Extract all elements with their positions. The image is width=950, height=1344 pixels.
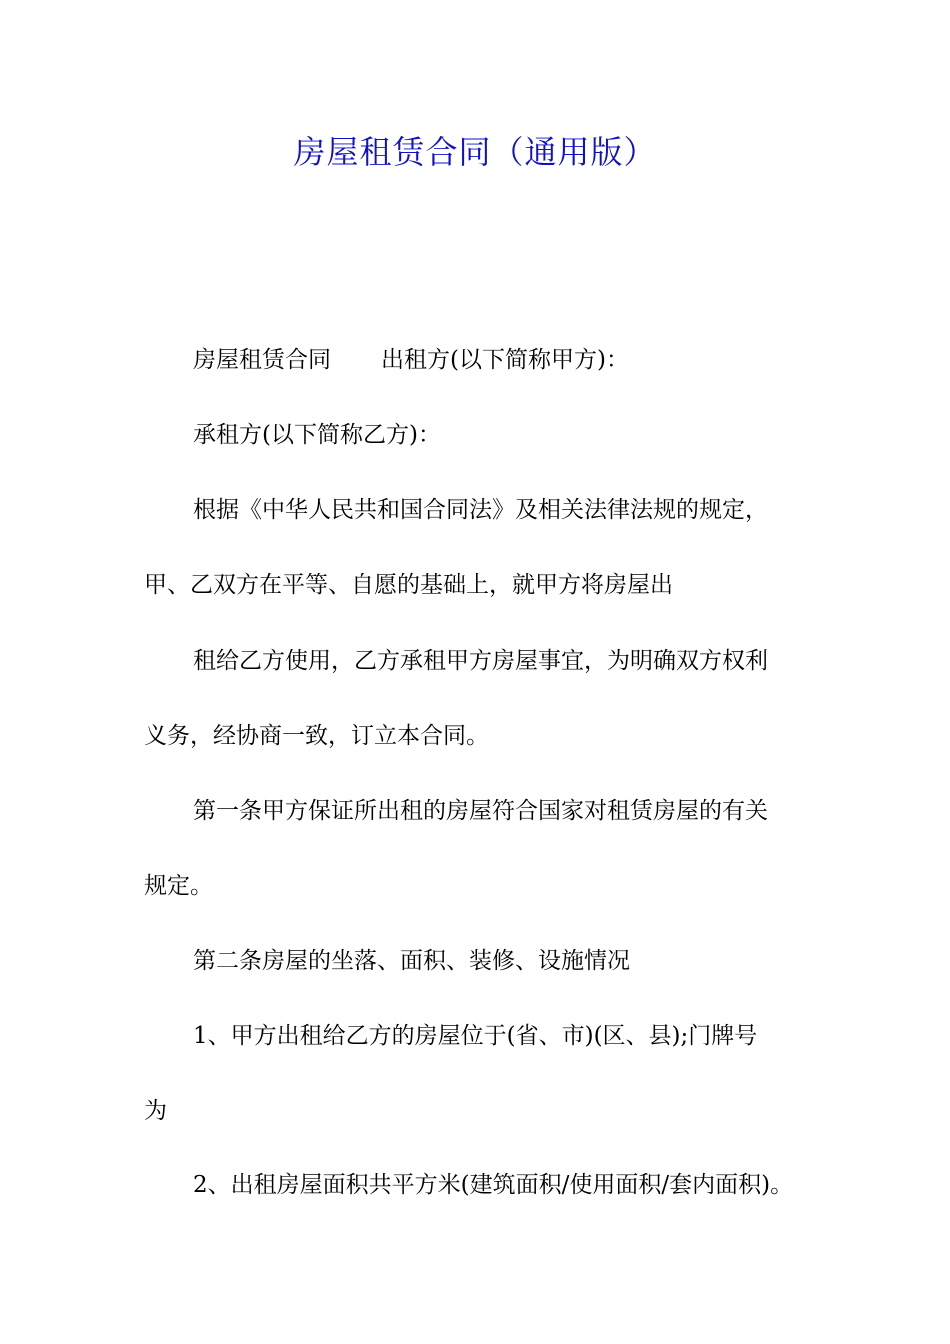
clause-1-line: 为	[144, 1098, 167, 1124]
paragraph-line: 根据《中华人民共和国合同法》及相关法律法规的规定，	[193, 497, 768, 523]
contract-name-text: 房屋租赁合同	[193, 347, 331, 373]
clause-1-line: 1、甲方出租给乙方的房屋位于(省、市)(区、县);门牌号	[193, 1023, 758, 1049]
lessee-label: 承租方(以下简称乙方)：	[193, 422, 441, 448]
paragraph-line: 甲、乙双方在平等、自愿的基础上，就甲方将房屋出	[144, 572, 673, 598]
article-1-line: 规定。	[144, 873, 213, 899]
paragraph-line: 租给乙方使用，乙方承租甲方房屋事宜，为明确双方权利	[193, 648, 768, 674]
paragraph-line-parties	[193, 342, 629, 378]
document-title: 房屋租赁合同（通用版）	[293, 133, 657, 171]
article-2-heading: 第二条房屋的坐落、面积、装修、设施情况	[193, 948, 630, 974]
lessor-label: 出租方(以下简称甲方)：	[381, 347, 629, 373]
article-1-line: 第一条甲方保证所出租的房屋符合国家对租赁房屋的有关	[193, 798, 768, 824]
clause-2-line: 2、出租房屋面积共平方米(建筑面积/使用面积/套内面积)。	[193, 1172, 794, 1198]
paragraph-line: 义务，经协商一致，订立本合同。	[144, 723, 489, 749]
